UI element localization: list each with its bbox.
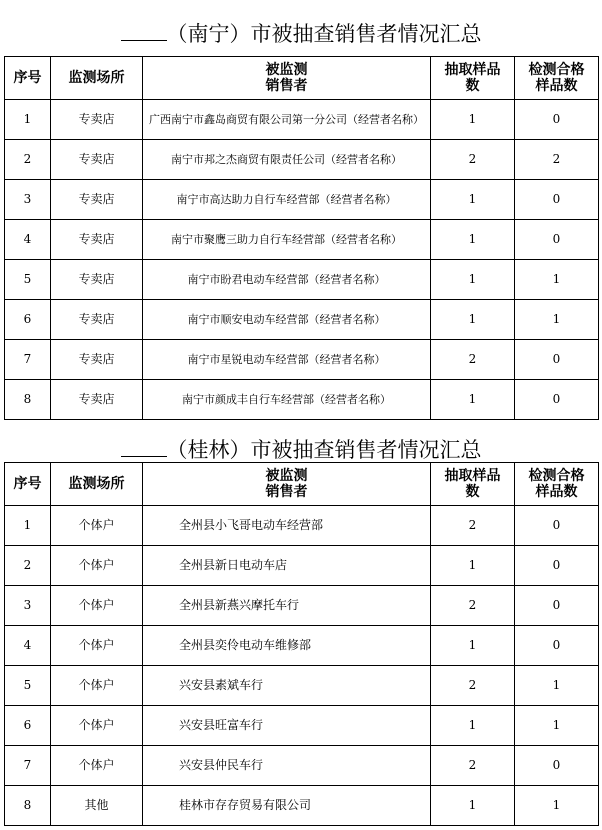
- cell-seller: 广西南宁市鑫岛商贸有限公司第一分公司（经营者名称）: [143, 100, 431, 140]
- cell-sampled: 1: [431, 626, 515, 666]
- cell-seq: 5: [5, 666, 51, 706]
- cell-seller: 兴安县旺富车行: [143, 706, 431, 746]
- cell-seller: 兴安县仲民车行: [143, 746, 431, 786]
- cell-place: 专卖店: [51, 380, 143, 420]
- cell-seller: 全州县奕伶电动车维修部: [143, 626, 431, 666]
- cell-seller: 南宁市高达助力自行车经营部（经营者名称）: [143, 180, 431, 220]
- cell-place: 其他: [51, 786, 143, 826]
- cell-sampled: 2: [431, 506, 515, 546]
- cell-passed: 0: [515, 180, 599, 220]
- cell-passed: 0: [515, 340, 599, 380]
- cell-place: 个体户: [51, 546, 143, 586]
- table2-title-line: [0, 436, 602, 464]
- cell-seq: 4: [5, 626, 51, 666]
- cell-seq: 2: [5, 546, 51, 586]
- cell-seq: 6: [5, 706, 51, 746]
- cell-seller: 南宁市盼君电动车经营部（经营者名称）: [143, 260, 431, 300]
- cell-sampled: 1: [431, 380, 515, 420]
- cell-seq: 1: [5, 100, 51, 140]
- header-seller: 被监测 销售者: [143, 463, 431, 506]
- cell-passed: 0: [515, 380, 599, 420]
- header-place: 监测场所: [51, 463, 143, 506]
- table2-header-row: [5, 463, 599, 506]
- cell-sampled: 1: [431, 546, 515, 586]
- table1-title: （南宁）市被抽查销售者情况汇总: [166, 22, 482, 46]
- cell-passed: 2: [515, 140, 599, 180]
- table-row: [5, 380, 599, 420]
- cell-seq: 8: [5, 786, 51, 826]
- cell-passed: 0: [515, 586, 599, 626]
- cell-seq: 7: [5, 340, 51, 380]
- cell-place: 专卖店: [51, 220, 143, 260]
- cell-sampled: 1: [431, 180, 515, 220]
- table-row: [5, 546, 599, 586]
- header-passed: 检测合格 样品数: [515, 57, 599, 100]
- cell-sampled: 2: [431, 140, 515, 180]
- table-row: [5, 586, 599, 626]
- table-row: [5, 220, 599, 260]
- cell-seq: 1: [5, 506, 51, 546]
- cell-passed: 0: [515, 100, 599, 140]
- table-row: [5, 706, 599, 746]
- cell-seq: 5: [5, 260, 51, 300]
- title-underline: [121, 436, 167, 457]
- cell-seq: 8: [5, 380, 51, 420]
- cell-passed: 1: [515, 706, 599, 746]
- cell-seller: 全州县新日电动车店: [143, 546, 431, 586]
- cell-sampled: 1: [431, 300, 515, 340]
- cell-sampled: 1: [431, 786, 515, 826]
- table-row: [5, 100, 599, 140]
- header-seq: 序号: [5, 463, 51, 506]
- cell-seller: 南宁市星锐电动车经营部（经营者名称）: [143, 340, 431, 380]
- cell-passed: 0: [515, 546, 599, 586]
- table-row: [5, 140, 599, 180]
- title-underline: [121, 20, 167, 41]
- cell-sampled: 1: [431, 260, 515, 300]
- table2: [4, 462, 599, 826]
- header-seq: 序号: [5, 57, 51, 100]
- cell-place: 个体户: [51, 586, 143, 626]
- cell-place: 专卖店: [51, 260, 143, 300]
- cell-seq: 6: [5, 300, 51, 340]
- cell-passed: 1: [515, 786, 599, 826]
- cell-seller: 南宁市顺安电动车经营部（经营者名称）: [143, 300, 431, 340]
- cell-seller: 桂林市存存贸易有限公司: [143, 786, 431, 826]
- header-passed: 检测合格 样品数: [515, 463, 599, 506]
- table-row: [5, 746, 599, 786]
- header-sampled: 抽取样品 数: [431, 463, 515, 506]
- cell-seq: 3: [5, 586, 51, 626]
- cell-place: 专卖店: [51, 300, 143, 340]
- cell-seller: 南宁市邦之杰商贸有限责任公司（经营者名称）: [143, 140, 431, 180]
- cell-seq: 4: [5, 220, 51, 260]
- cell-seller: 全州县新燕兴摩托车行: [143, 586, 431, 626]
- cell-sampled: 2: [431, 746, 515, 786]
- cell-sampled: 2: [431, 340, 515, 380]
- cell-place: 专卖店: [51, 340, 143, 380]
- table-row: [5, 300, 599, 340]
- cell-sampled: 1: [431, 100, 515, 140]
- cell-seller: 南宁市颜成丰自行车经营部（经营者名称）: [143, 380, 431, 420]
- cell-seq: 3: [5, 180, 51, 220]
- table-row: [5, 260, 599, 300]
- cell-place: 专卖店: [51, 140, 143, 180]
- table1-title-line: [0, 20, 602, 48]
- table1-header-row: [5, 57, 599, 100]
- cell-sampled: 2: [431, 586, 515, 626]
- cell-place: 专卖店: [51, 100, 143, 140]
- cell-place: 个体户: [51, 706, 143, 746]
- table-row: [5, 626, 599, 666]
- cell-place: 个体户: [51, 506, 143, 546]
- table2-title: （桂林）市被抽查销售者情况汇总: [166, 438, 482, 462]
- cell-place: 个体户: [51, 626, 143, 666]
- cell-sampled: 1: [431, 706, 515, 746]
- cell-seq: 7: [5, 746, 51, 786]
- header-seller: 被监测 销售者: [143, 57, 431, 100]
- cell-place: 个体户: [51, 666, 143, 706]
- cell-seller: 全州县小飞哥电动车经营部: [143, 506, 431, 546]
- table-row: [5, 786, 599, 826]
- table-row: [5, 340, 599, 380]
- cell-passed: 1: [515, 666, 599, 706]
- cell-passed: 0: [515, 746, 599, 786]
- cell-sampled: 2: [431, 666, 515, 706]
- cell-passed: 1: [515, 300, 599, 340]
- cell-seq: 2: [5, 140, 51, 180]
- table-row: [5, 180, 599, 220]
- cell-passed: 0: [515, 220, 599, 260]
- cell-sampled: 1: [431, 220, 515, 260]
- cell-passed: 1: [515, 260, 599, 300]
- table-row: [5, 666, 599, 706]
- table1: [4, 56, 599, 420]
- cell-seller: 兴安县素斌车行: [143, 666, 431, 706]
- cell-place: 专卖店: [51, 180, 143, 220]
- cell-place: 个体户: [51, 746, 143, 786]
- cell-passed: 0: [515, 506, 599, 546]
- header-place: 监测场所: [51, 57, 143, 100]
- header-sampled: 抽取样品 数: [431, 57, 515, 100]
- table-row: [5, 506, 599, 546]
- cell-seller: 南宁市聚鹰三助力自行车经营部（经营者名称）: [143, 220, 431, 260]
- cell-passed: 0: [515, 626, 599, 666]
